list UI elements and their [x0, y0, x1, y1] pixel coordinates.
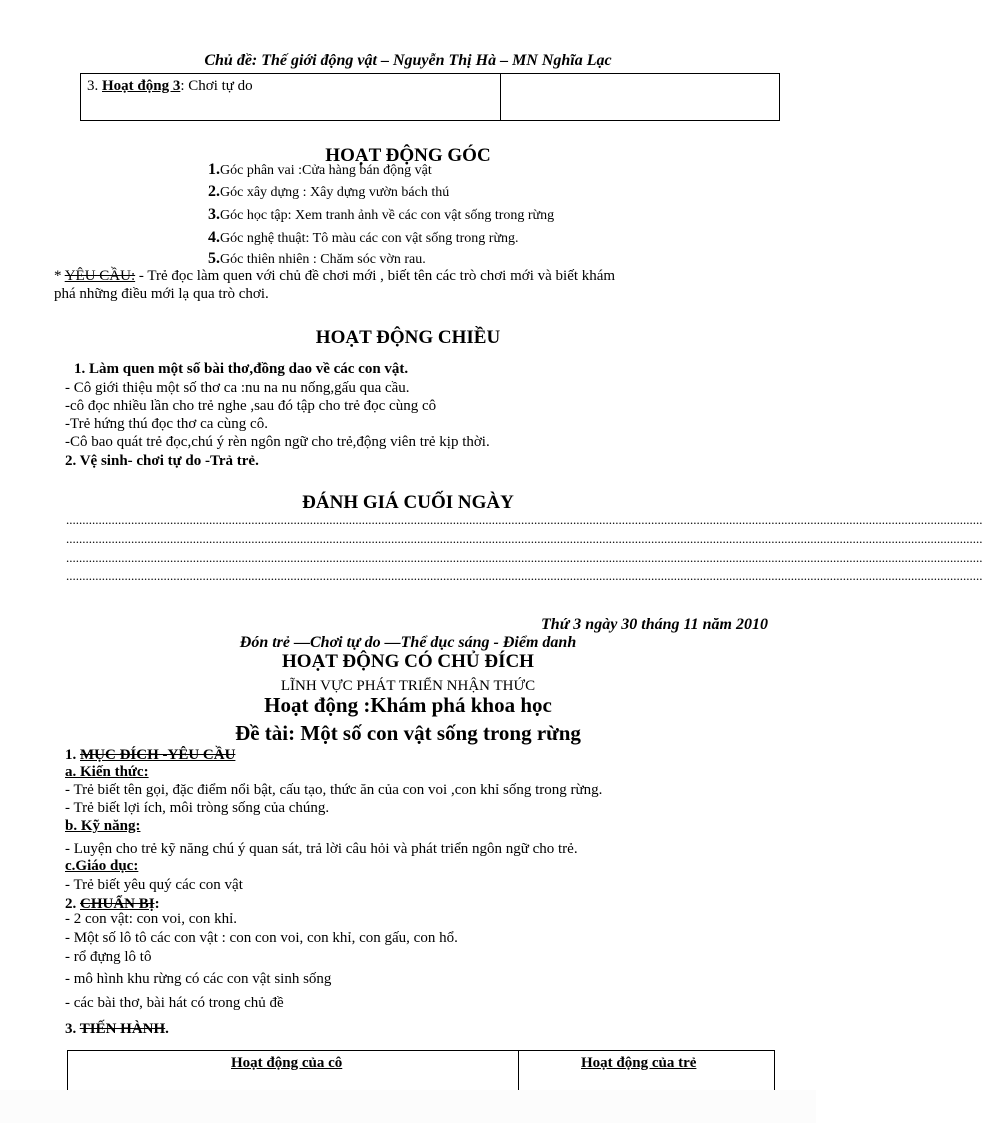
requirement-label: YÊU CẦU:	[64, 268, 136, 284]
section-3-heading	[65, 1021, 169, 1038]
activity-3-label	[87, 78, 253, 95]
section-label: MỤC ĐÍCH -YÊU CẦU	[80, 747, 236, 763]
prep-line-4: - mô hình khu rừng có các con vật sinh sống	[65, 971, 332, 987]
chieu-item-2: 2. Vệ sinh- chơi tự do -Trả trẻ.	[65, 453, 259, 469]
section-number: 1.	[65, 747, 80, 763]
goc-item-1	[208, 161, 432, 179]
section-number: 2.	[65, 896, 80, 912]
activity-table-bottom	[67, 1050, 775, 1091]
topic-title: Đề tài: Một số con vật sống trong rừng	[235, 721, 581, 745]
chieu-item-1: 1. Làm quen một số bài thơ,đồng dao về các con vật.	[74, 361, 409, 377]
date-line: Thứ 3 ngày 30 tháng 11 năm 2010	[541, 616, 768, 633]
col-teacher-header: Hoạt động của cô	[231, 1055, 343, 1071]
a-line-2: - Trẻ biết lợi ích, môi tròng sống của chúng.	[65, 800, 330, 816]
page-header: Chủ đề: Thế giới động vật – Nguyễn Thị Hà – MN Nghĩa Lạc	[204, 52, 612, 69]
sub-a-heading: a. Kiến thức:	[65, 764, 149, 780]
period: .	[165, 1021, 169, 1037]
chieu-line-1: - Cô giới thiệu một số thơ ca :nu na nu nống,gấu qua cầu.	[65, 380, 410, 396]
prep-line-3: - rổ đựng lô tô	[65, 949, 152, 965]
item-text: Góc học tập: Xem tranh ảnh về các con vật sống trong rừng	[220, 208, 555, 223]
section-label: TIẾN HÀNH	[79, 1021, 166, 1037]
section-1-heading	[65, 747, 235, 764]
activity-type-title: HOẠT ĐỘNG CÓ CHỦ ĐÍCH	[282, 651, 534, 672]
schedule-line: Đón trẻ —Chơi tự do —Thể dục sáng - Điểm danh	[239, 634, 577, 651]
colon: :	[154, 896, 160, 912]
eval-line-1: ..........................................................................................................................................................................................................................................................................................	[66, 512, 983, 527]
item-number: 4.	[208, 229, 220, 246]
prep-line-2: - Một số lô tô các con vật : con con voi, con khỉ, con gấu, con hổ.	[65, 930, 458, 946]
section-title-chieu: HOẠT ĐỘNG CHIỀU	[315, 327, 501, 348]
col-children-header: Hoạt động của trẻ	[581, 1055, 697, 1071]
activity-name: Hoạt động 3	[102, 78, 181, 94]
field-title: LĨNH VỰC PHÁT TRIỂN NHẬN THỨC	[280, 678, 536, 694]
item-number: 5.	[208, 250, 220, 267]
sub-b-heading: b. Kỹ năng:	[65, 818, 141, 834]
item-text: Góc phân vai :Cửa hàng bán động vật	[220, 163, 432, 178]
section-title-danhgia: ĐÁNH GIÁ CUỐI NGÀY	[302, 492, 514, 513]
table-cell	[68, 1051, 519, 1091]
goc-item-5	[208, 250, 426, 268]
section-label: CHUẨN BỊ	[80, 896, 155, 912]
requirement-line-2: phá những điều mới lạ qua trò chơi.	[54, 286, 269, 302]
requirement-line-1	[54, 268, 615, 285]
section-title-goc: HOẠT ĐỘNG GÓC	[325, 145, 491, 166]
b-line: - Luyện cho trẻ kỹ năng chú ý quan sát, trả lời câu hỏi và phát triển ngôn ngữ cho trẻ.	[65, 841, 578, 857]
star-bullet: *	[54, 268, 65, 284]
activity-table-top	[80, 73, 780, 121]
item-number: 3.	[208, 206, 220, 223]
chieu-line-4: -Cô bao quát trẻ đọc,chú ý rèn ngôn ngữ cho trẻ,động viên trẻ kịp thời.	[65, 434, 490, 450]
chieu-line-2: -cô đọc nhiều lần cho trẻ nghe ,sau đó tập cho trẻ đọc cùng cô	[65, 398, 437, 414]
goc-item-3	[208, 206, 554, 224]
prep-line-1: - 2 con vật: con voi, con khỉ.	[65, 911, 238, 927]
table-cell	[81, 74, 501, 120]
activity-number: 3.	[87, 78, 102, 94]
item-text: Góc xây dựng : Xây dựng vườn bách thú	[220, 185, 450, 200]
item-text: Góc thiên nhiên : Chăm sóc vờn rau.	[220, 252, 426, 267]
item-number: 1.	[208, 161, 220, 178]
chieu-line-3: -Trẻ hứng thú đọc thơ ca cùng cô.	[65, 416, 268, 432]
sub-c-heading: c.Giáo dục:	[65, 858, 139, 874]
prep-line-5: - các bài thơ, bài hát có trong chủ đề	[65, 995, 284, 1011]
activity-desc: : Chơi tự do	[180, 78, 253, 94]
goc-item-4	[208, 229, 519, 247]
activity-title: Hoạt động :Khám phá khoa học	[264, 693, 552, 717]
eval-line-2: ..........................................................................................................................................................................................................................................................................................	[66, 531, 983, 546]
a-line-1: - Trẻ biết tên gọi, đặc điểm nổi bật, cấu tạo, thức ăn của con voi ,con khỉ sống trong rừng.	[65, 782, 603, 798]
eval-line-4: ..........................................................................................................................................................................................................................................................................................	[66, 568, 983, 583]
c-line: - Trẻ biết yêu quý các con vật	[65, 877, 243, 893]
eval-line-3: ..........................................................................................................................................................................................................................................................................................	[66, 550, 983, 565]
item-number: 2.	[208, 183, 220, 200]
page-bottom-margin	[0, 1090, 816, 1123]
requirement-text: - Trẻ đọc làm quen với chủ đề chơi mới , biết tên các trò chơi mới và biết khám	[135, 268, 616, 284]
goc-item-2	[208, 183, 449, 201]
item-text: Góc nghệ thuật: Tô màu các con vật sống trong rừng.	[220, 231, 519, 246]
section-number: 3.	[65, 1021, 80, 1037]
